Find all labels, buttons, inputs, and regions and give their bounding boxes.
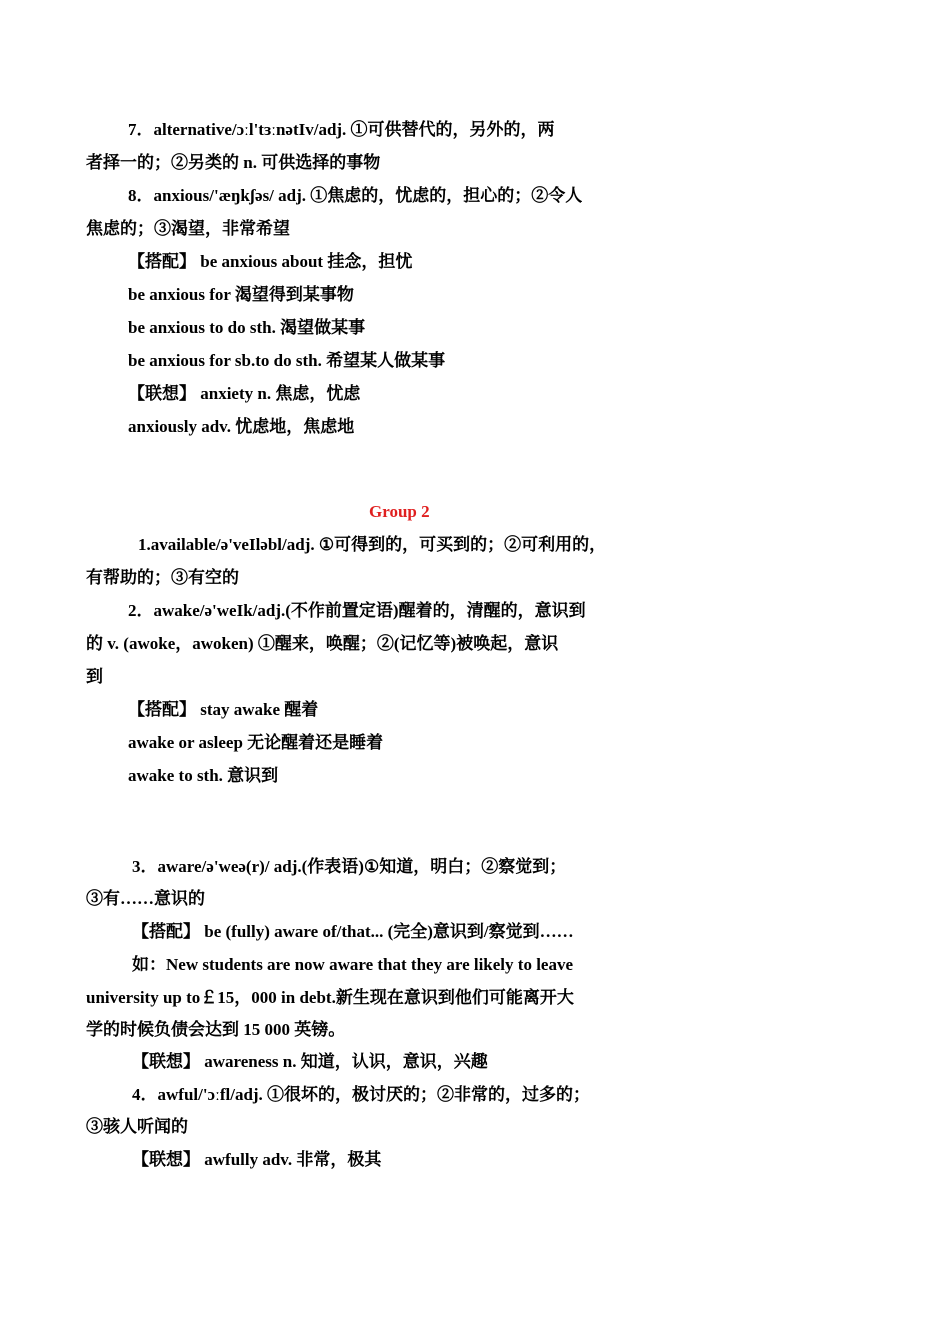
entry-2-line-2: 的 v. (awoke，awoken) ①醒来，唤醒；②(记忆等)被唤起，意识 bbox=[86, 634, 559, 653]
collocation-item: be anxious for sb.to do sth. 希望某人做某事 bbox=[128, 351, 446, 370]
association-heading: 【联想】 anxiety n. 焦虑，忧虑 bbox=[128, 384, 361, 403]
association-heading: 【联想】 awfully adv. 非常，极其 bbox=[132, 1150, 382, 1169]
entry-4-line-2: ③骇人听闻的 bbox=[86, 1117, 188, 1136]
entry-8-line-2: 焦虑的；③渴望，非常希望 bbox=[86, 219, 290, 238]
entry-4-line-1: 4．awful/'ɔːfl/adj. ①很坏的，极讨厌的；②非常的，过多的； bbox=[132, 1085, 591, 1104]
entry-7-line-1: 7．alternative/ɔːl'tɜːnətIv/adj. ①可供替代的，另外的，两 bbox=[128, 120, 555, 139]
collocation-heading: 【搭配】 stay awake 醒着 bbox=[128, 700, 319, 719]
collocation-heading: 【搭配】 be (fully) aware of/that... (完全)意识到/察觉到…… bbox=[132, 922, 574, 941]
example-line-3: 学的时候负债会达到 15 000 英镑。 bbox=[86, 1020, 346, 1039]
collocation-item: awake or asleep 无论醒着还是睡着 bbox=[128, 733, 384, 752]
entry-3-line-1: 3．aware/ə'weə(r)/ adj.(作表语)①知道，明白；②察觉到； bbox=[132, 857, 567, 876]
group-title: Group 2 bbox=[369, 502, 430, 521]
entry-7-line-2: 者择一的；②另类的 n. 可供选择的事物 bbox=[86, 153, 381, 172]
collocation-item: awake to sth. 意识到 bbox=[128, 766, 279, 785]
entry-2-line-1: 2．awake/ə'weIk/adj.(不作前置定语)醒着的，清醒的，意识到 bbox=[128, 601, 586, 620]
entry-1-line-2: 有帮助的；③有空的 bbox=[86, 568, 239, 587]
entry-2-line-3: 到 bbox=[86, 667, 103, 686]
collocation-item: be anxious for 渴望得到某事物 bbox=[128, 285, 354, 304]
collocation-item: be anxious to do sth. 渴望做某事 bbox=[128, 318, 366, 337]
association-heading: 【联想】 awareness n. 知道，认识，意识，兴趣 bbox=[132, 1052, 488, 1071]
entry-3-line-2: ③有……意识的 bbox=[86, 889, 205, 908]
example-line-1: 如：New students are now aware that they are likely to leave bbox=[132, 955, 574, 974]
collocation-heading: 【搭配】 be anxious about 挂念，担忧 bbox=[128, 252, 413, 271]
entry-1-line-1: 1.available/ə'veIləbl/adj. ①可得到的，可买到的；②可利用的， bbox=[138, 535, 607, 554]
entry-8-line-1: 8．anxious/'æŋkʃəs/ adj. ①焦虑的，忧虑的，担心的；②令人 bbox=[128, 186, 583, 205]
association-item: anxiously adv. 忧虑地，焦虑地 bbox=[128, 417, 355, 436]
example-line-2: university up to￡15，000 in debt.新生现在意识到他们可能离开大 bbox=[86, 988, 574, 1007]
